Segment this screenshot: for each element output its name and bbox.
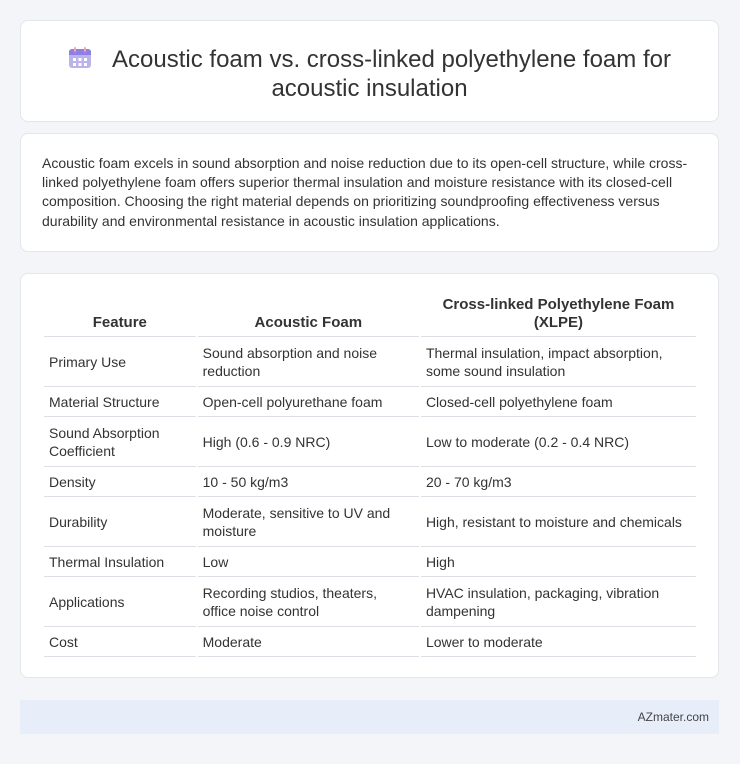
row-xlpe-value: Lower to moderate (421, 627, 696, 657)
row-feature: Primary Use (44, 337, 196, 387)
row-acoustic-value: Recording studios, theaters, office noise control (198, 577, 419, 627)
header-acoustic-foam: Acoustic Foam (198, 294, 419, 337)
row-acoustic-value: High (0.6 - 0.9 NRC) (198, 417, 419, 467)
row-acoustic-value: Open-cell polyurethane foam (198, 387, 419, 417)
table-row (44, 577, 696, 627)
row-feature: Cost (44, 627, 196, 657)
table-header-row (44, 294, 696, 337)
header-feature: Feature (44, 294, 196, 337)
row-acoustic-value: Low (198, 547, 419, 577)
comparison-table-card (20, 273, 719, 678)
row-feature: Durability (44, 497, 196, 547)
row-acoustic-value: 10 - 50 kg/m3 (198, 467, 419, 497)
table-row (44, 627, 696, 657)
page-title: Acoustic foam vs. cross-linked polyethylene foam for acoustic insulation (112, 46, 671, 102)
row-xlpe-value: Low to moderate (0.2 - 0.4 NRC) (421, 417, 696, 467)
row-acoustic-value: Moderate, sensitive to UV and moisture (198, 497, 419, 547)
row-feature: Applications (44, 577, 196, 627)
table-row (44, 387, 696, 417)
table-row (44, 417, 696, 467)
summary-card (20, 133, 719, 252)
summary-text: Acoustic foam excels in sound absorption and noise reduction due to its open-cell structure, while cross-linked polyethylene foam offers superior thermal insulation and moisture resistance with its closed-cell composition. Choosing the right material depends on prioritizing soundproofing effectiveness versus durability and environmental resistance in acoustic insulation applications. (42, 155, 688, 229)
footer (20, 700, 719, 734)
row-feature: Density (44, 467, 196, 497)
table-row (44, 497, 696, 547)
row-xlpe-value: Closed-cell polyethylene foam (421, 387, 696, 417)
table-row (44, 337, 696, 387)
table-row (44, 467, 696, 497)
row-acoustic-value: Sound absorption and noise reduction (198, 337, 419, 387)
row-acoustic-value: Moderate (198, 627, 419, 657)
row-xlpe-value: Thermal insulation, impact absorption, some sound insulation (421, 337, 696, 387)
row-xlpe-value: High (421, 547, 696, 577)
row-feature: Material Structure (44, 387, 196, 417)
footer-brand-link[interactable]: AZmater.com (637, 710, 709, 724)
row-xlpe-value: HVAC insulation, packaging, vibration dampening (421, 577, 696, 627)
table-row (44, 547, 696, 577)
row-xlpe-value: High, resistant to moisture and chemicals (421, 497, 696, 547)
row-feature: Thermal Insulation (44, 547, 196, 577)
comparison-table (42, 294, 698, 657)
calendar-icon (68, 47, 92, 69)
row-feature: Sound Absorption Coefficient (44, 417, 196, 467)
row-xlpe-value: 20 - 70 kg/m3 (421, 467, 696, 497)
page-title-wrap (21, 45, 718, 103)
header-xlpe: Cross-linked Polyethylene Foam (XLPE) (421, 294, 696, 337)
title-card (20, 20, 719, 122)
